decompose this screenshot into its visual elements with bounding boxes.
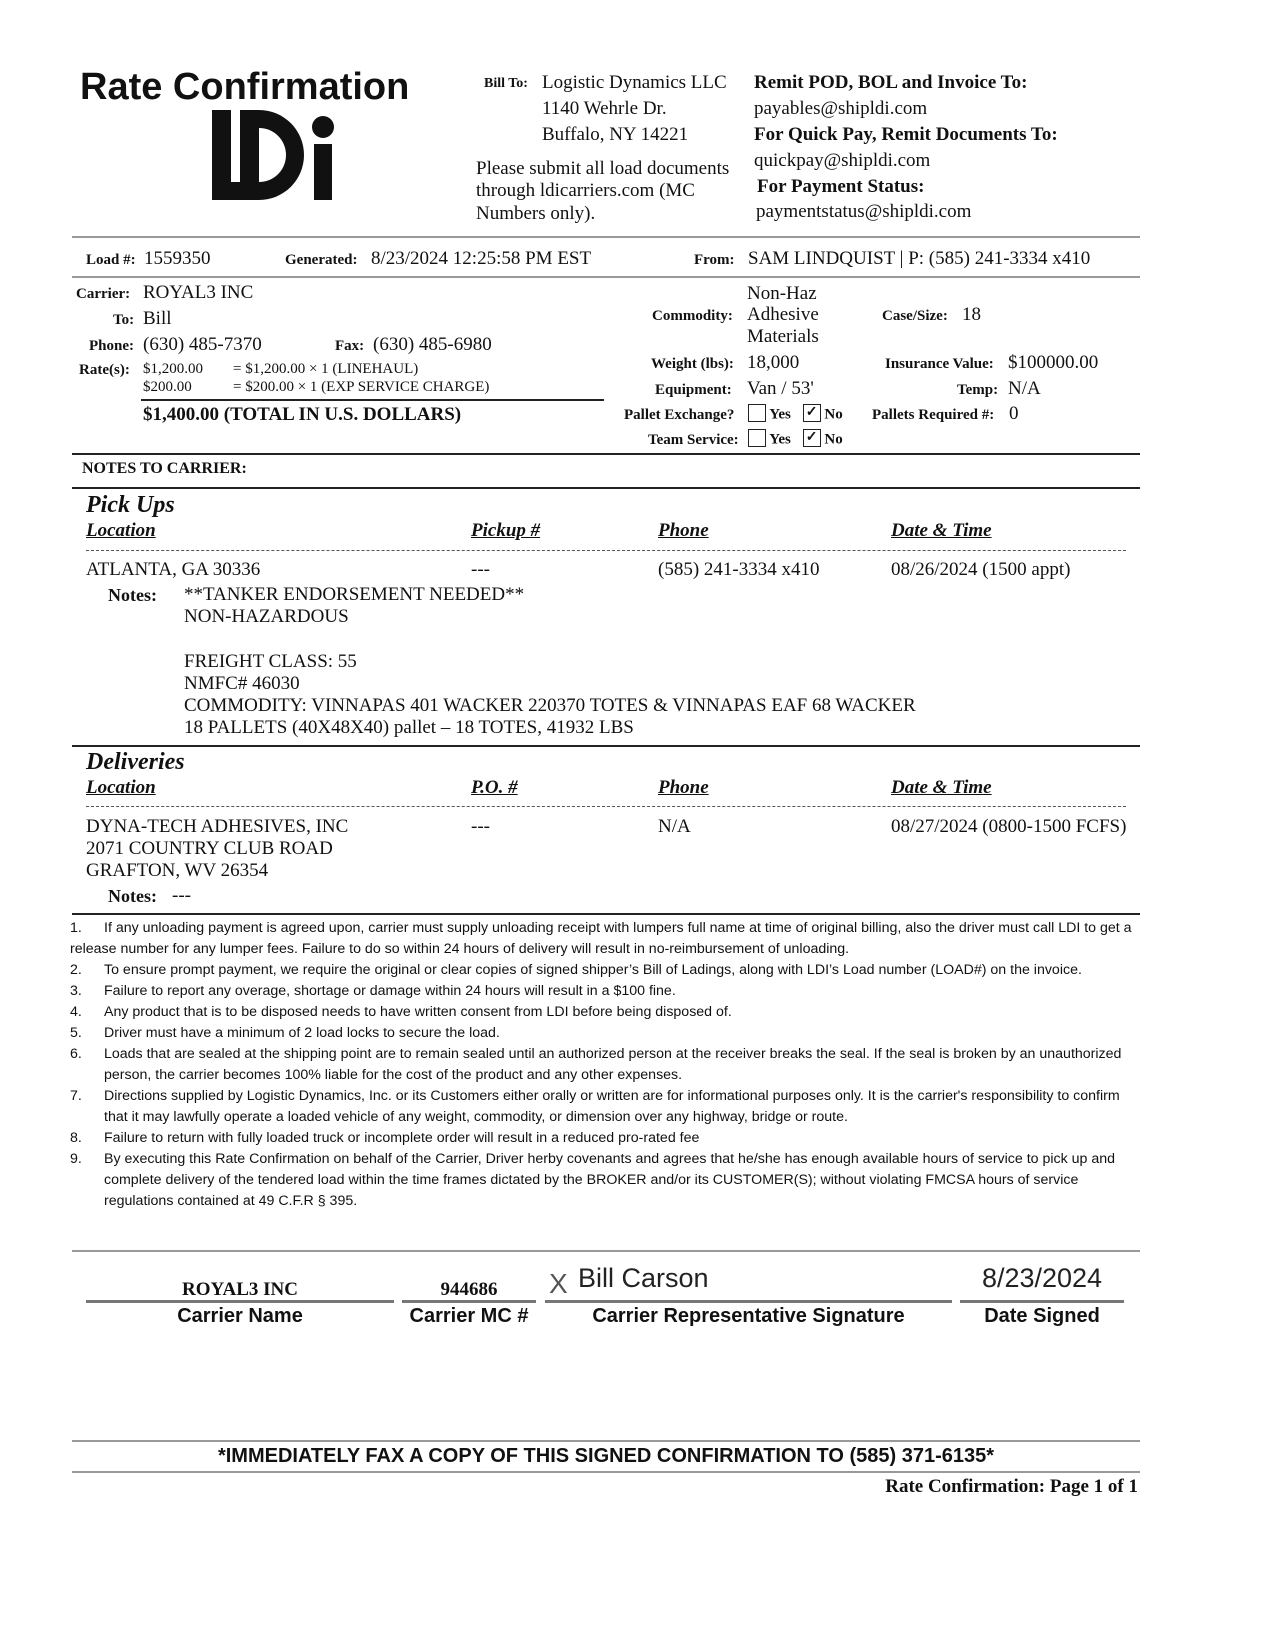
page-indicator: Rate Confirmation: Page 1 of 1 bbox=[885, 1476, 1138, 1497]
date-signed-value[interactable]: 8/23/2024 bbox=[981, 1263, 1103, 1293]
term-number: 5. bbox=[70, 1025, 82, 1041]
pickup-date: 08/26/2024 (1500 appt) bbox=[891, 559, 1071, 580]
delivery-date: 08/27/2024 (0800-1500 FCFS) bbox=[891, 816, 1127, 837]
term-text: Failure to return with fully loaded truck or incomplete order will result in a reduced pro-rated fee bbox=[104, 1130, 700, 1146]
mc-number-label: Carrier MC # bbox=[409, 1305, 529, 1327]
pickup-note-line: NMFC# 46030 bbox=[184, 673, 300, 694]
remit-email[interactable]: payables@shipldi.com bbox=[754, 98, 928, 119]
payment-status-label: For Payment Status: bbox=[757, 176, 925, 197]
pickups-col-date: Date & Time bbox=[891, 520, 992, 541]
carrier-name-label: Carrier Name bbox=[177, 1305, 303, 1327]
divider bbox=[72, 1250, 1140, 1252]
term-number: 3. bbox=[70, 983, 82, 999]
delivery-number: --- bbox=[471, 816, 490, 837]
team-service-yes-checkbox[interactable] bbox=[748, 429, 766, 447]
pickup-location: ATLANTA, GA 30336 bbox=[86, 559, 261, 580]
rate-calc-2: = $200.00 × 1 (EXP SERVICE CHARGE) bbox=[233, 379, 490, 395]
term-text: By executing this Rate Confirmation on behalf of the Carrier, Driver herby covenants and agrees that he/she has enough available hours of service to pick up and complete delivery of the tendered load within the time frames dictated by the BROKER and/or its CUSTOMER(S); without violating FMCSA hours of service regulations contained at 49 C.F.R § 395. bbox=[104, 1151, 1116, 1209]
pickup-note-line: 18 PALLETS (40X48X40) pallet – 18 TOTES, 41932 LBS bbox=[184, 717, 634, 738]
to-value: Bill bbox=[143, 308, 172, 329]
bill-to-street: 1140 Wehrle Dr. bbox=[542, 98, 667, 119]
pickups-col-number: Pickup # bbox=[471, 520, 541, 541]
payment-status-email[interactable]: paymentstatus@shipldi.com bbox=[756, 201, 972, 222]
pallets-required-value: 0 bbox=[1009, 403, 1019, 424]
fax-notice: *IMMEDIATELY FAX A COPY OF THIS SIGNED CONFIRMATION TO (585) 371-6135* bbox=[217, 1445, 995, 1467]
pickup-number: --- bbox=[471, 559, 490, 580]
yes-label: Yes bbox=[769, 406, 791, 423]
deliveries-col-phone: Phone bbox=[658, 777, 709, 798]
team-service-no-checkbox[interactable]: ✓ bbox=[803, 429, 821, 447]
team-service-label: Team Service: bbox=[648, 432, 739, 448]
pallet-exchange-no-checkbox[interactable]: ✓ bbox=[803, 404, 821, 422]
ldi-logo bbox=[212, 110, 337, 202]
case-size-value: 18 bbox=[962, 304, 981, 325]
carrier-name-value: ROYAL3 INC bbox=[182, 1279, 298, 1300]
bill-to-name: Logistic Dynamics LLC bbox=[542, 72, 727, 93]
term-text: Driver must have a minimum of 2 load locks to secure the load. bbox=[104, 1025, 500, 1041]
carrier-label: Carrier: bbox=[76, 286, 131, 302]
term-item bbox=[70, 981, 1142, 1002]
pickup-note-line: COMMODITY: VINNAPAS 401 WACKER 220370 TOTES & VINNAPAS EAF 68 WACKER bbox=[184, 695, 916, 716]
from-value: SAM LINDQUIST | P: (585) 241-3334 x410 bbox=[748, 248, 1091, 269]
delivery-phone: N/A bbox=[658, 816, 691, 837]
divider bbox=[72, 453, 1140, 455]
term-text: To ensure prompt payment, we require the original or clear copies of signed shipper’s Bill of Ladings, along with LDI’s Load number (LOAD#) on the invoice. bbox=[104, 962, 1082, 978]
term-number: 2. bbox=[70, 962, 82, 978]
yes-label: Yes bbox=[769, 431, 791, 448]
delivery-location-line-2: 2071 COUNTRY CLUB ROAD bbox=[86, 838, 333, 859]
submit-note-2: through ldicarriers.com (MC bbox=[476, 180, 695, 201]
term-text: Loads that are sealed at the shipping point are to remain sealed until an authorized person at the receiver breaks the seal. If the seal is broken by an unauthorized person, the carrier becomes 100% liable for the cost of the product and any other expenses. bbox=[104, 1046, 1122, 1083]
divider bbox=[72, 236, 1140, 238]
term-text: Any product that is to be disposed needs to have written consent from LDI before being disposed of. bbox=[104, 1004, 732, 1020]
term-text: Failure to report any overage, shortage or damage within 24 hours will result in a $100 fine. bbox=[104, 983, 676, 999]
pickup-note-line: FREIGHT CLASS: 55 bbox=[184, 651, 357, 672]
generated-value: 8/23/2024 12:25:58 PM EST bbox=[371, 248, 592, 269]
term-text: Directions supplied by Logistic Dynamics, Inc. or its Customers either orally or written are for informational purposes only. It is the carrier's responsibility to confirm that it may lawfully operate a loaded vehicle of any weight, commodity, or dimension over any highway, bridge or route. bbox=[104, 1088, 1120, 1125]
term-item bbox=[70, 1023, 1142, 1044]
divider bbox=[72, 276, 1140, 278]
commodity-line-3: Materials bbox=[747, 326, 819, 347]
document-title: Rate Confirmation bbox=[80, 66, 410, 108]
deliveries-col-date: Date & Time bbox=[891, 777, 992, 798]
no-label: No bbox=[824, 431, 843, 448]
term-item bbox=[70, 1044, 1142, 1086]
submit-note-3: Numbers only). bbox=[476, 203, 596, 224]
rates-label: Rate(s): bbox=[79, 362, 130, 378]
pickup-notes-label: Notes: bbox=[108, 585, 157, 605]
notes-to-carrier-label: NOTES TO CARRIER: bbox=[82, 460, 247, 477]
pickup-note-line: **TANKER ENDORSEMENT NEEDED** bbox=[184, 584, 525, 605]
remit-label: Remit POD, BOL and Invoice To: bbox=[754, 72, 1028, 93]
commodity-line-1: Non-Haz bbox=[747, 283, 817, 304]
pallets-required-label: Pallets Required #: bbox=[872, 407, 995, 423]
equipment-label: Equipment: bbox=[655, 382, 732, 398]
signature-line bbox=[86, 1300, 394, 1303]
dashed-divider bbox=[86, 550, 1126, 551]
generated-label: Generated: bbox=[285, 252, 358, 268]
term-number: 9. bbox=[70, 1151, 82, 1167]
insurance-value: $100000.00 bbox=[1008, 352, 1099, 373]
commodity-line-2: Adhesive bbox=[747, 304, 819, 325]
rate-amount-1: $1,200.00 bbox=[143, 361, 203, 377]
divider bbox=[72, 1440, 1140, 1442]
pickups-col-location: Location bbox=[86, 520, 156, 541]
load-label: Load #: bbox=[86, 252, 136, 268]
divider bbox=[72, 1471, 1140, 1473]
pallet-exchange-yes-checkbox[interactable] bbox=[748, 404, 766, 422]
term-number: 7. bbox=[70, 1088, 82, 1104]
submit-note-1: Please submit all load documents bbox=[476, 158, 730, 179]
deliveries-col-number: P.O. # bbox=[471, 777, 518, 798]
signature-line bbox=[545, 1300, 952, 1303]
pickup-phone: (585) 241-3334 x410 bbox=[658, 559, 820, 580]
term-item bbox=[70, 960, 1142, 981]
quickpay-label: For Quick Pay, Remit Documents To: bbox=[754, 124, 1058, 145]
fax-label: Fax: bbox=[335, 338, 365, 354]
phone-value: (630) 485-7370 bbox=[143, 334, 262, 355]
bill-to-label: Bill To: bbox=[484, 76, 528, 91]
term-item bbox=[70, 1128, 1142, 1149]
rate-calc-1: = $1,200.00 × 1 (LINEHAUL) bbox=[233, 361, 419, 377]
term-number: 8. bbox=[70, 1130, 82, 1146]
divider bbox=[72, 745, 1140, 747]
signature-line bbox=[960, 1300, 1124, 1303]
fax-value: (630) 485-6980 bbox=[373, 334, 492, 355]
total-amount: $1,400.00 (TOTAL IN U.S. DOLLARS) bbox=[143, 404, 462, 425]
signature-x-mark: X bbox=[549, 1268, 568, 1299]
load-number: 1559350 bbox=[144, 248, 211, 269]
delivery-notes-value: --- bbox=[172, 885, 191, 906]
term-number: 4. bbox=[70, 1004, 82, 1020]
terms-list bbox=[70, 918, 1142, 1212]
quickpay-email[interactable]: quickpay@shipldi.com bbox=[754, 150, 931, 171]
team-service-options bbox=[748, 431, 843, 449]
term-item bbox=[70, 1002, 1142, 1023]
term-item bbox=[70, 918, 1142, 960]
commodity-label: Commodity: bbox=[652, 308, 733, 324]
term-number: 1. bbox=[70, 920, 82, 936]
signature-label: Carrier Representative Signature bbox=[592, 1305, 905, 1327]
temp-value: N/A bbox=[1008, 378, 1041, 399]
pallet-exchange-label: Pallet Exchange? bbox=[624, 407, 735, 423]
signature-value[interactable]: Bill Carson bbox=[578, 1263, 709, 1293]
from-label: From: bbox=[694, 252, 735, 268]
bill-to-city: Buffalo, NY 14221 bbox=[542, 124, 689, 145]
deliveries-col-location: Location bbox=[86, 777, 156, 798]
mc-number-value: 944686 bbox=[440, 1279, 498, 1300]
rate-amount-2: $200.00 bbox=[143, 379, 192, 395]
term-item bbox=[70, 1086, 1142, 1128]
case-size-label: Case/Size: bbox=[882, 308, 948, 324]
pickup-note-line: NON-HAZARDOUS bbox=[184, 606, 349, 627]
delivery-location-line-1: DYNA-TECH ADHESIVES, INC bbox=[86, 816, 349, 837]
pickups-col-phone: Phone bbox=[658, 520, 709, 541]
no-label: No bbox=[824, 406, 843, 423]
signature-line bbox=[402, 1300, 536, 1303]
to-label: To: bbox=[113, 312, 135, 328]
pallet-exchange-options bbox=[748, 406, 843, 424]
deliveries-title: Deliveries bbox=[86, 749, 185, 775]
dashed-divider bbox=[86, 806, 1126, 807]
term-item bbox=[70, 1149, 1142, 1212]
delivery-notes-label: Notes: bbox=[108, 886, 157, 906]
equipment-value: Van / 53' bbox=[747, 378, 814, 399]
date-signed-label: Date Signed bbox=[984, 1305, 1100, 1327]
weight-label: Weight (lbs): bbox=[651, 356, 734, 372]
pickups-title: Pick Ups bbox=[86, 492, 175, 518]
term-number: 6. bbox=[70, 1046, 82, 1062]
delivery-location-line-3: GRAFTON, WV 26354 bbox=[86, 860, 269, 881]
weight-value: 18,000 bbox=[747, 352, 800, 373]
carrier-value: ROYAL3 INC bbox=[143, 282, 254, 303]
divider bbox=[72, 913, 1140, 915]
temp-label: Temp: bbox=[957, 382, 999, 398]
term-text: If any unloading payment is agreed upon, carrier must supply unloading receipt with lumpers full name at time of original billing, also the driver must call LDI to get a release number for any lumper fees. Failure to do so within 24 hours of delivery will result in no-reimbursement of unloading. bbox=[70, 920, 1132, 957]
insurance-label: Insurance Value: bbox=[885, 356, 994, 372]
divider bbox=[141, 399, 604, 401]
divider bbox=[72, 487, 1140, 489]
phone-label: Phone: bbox=[89, 338, 134, 354]
